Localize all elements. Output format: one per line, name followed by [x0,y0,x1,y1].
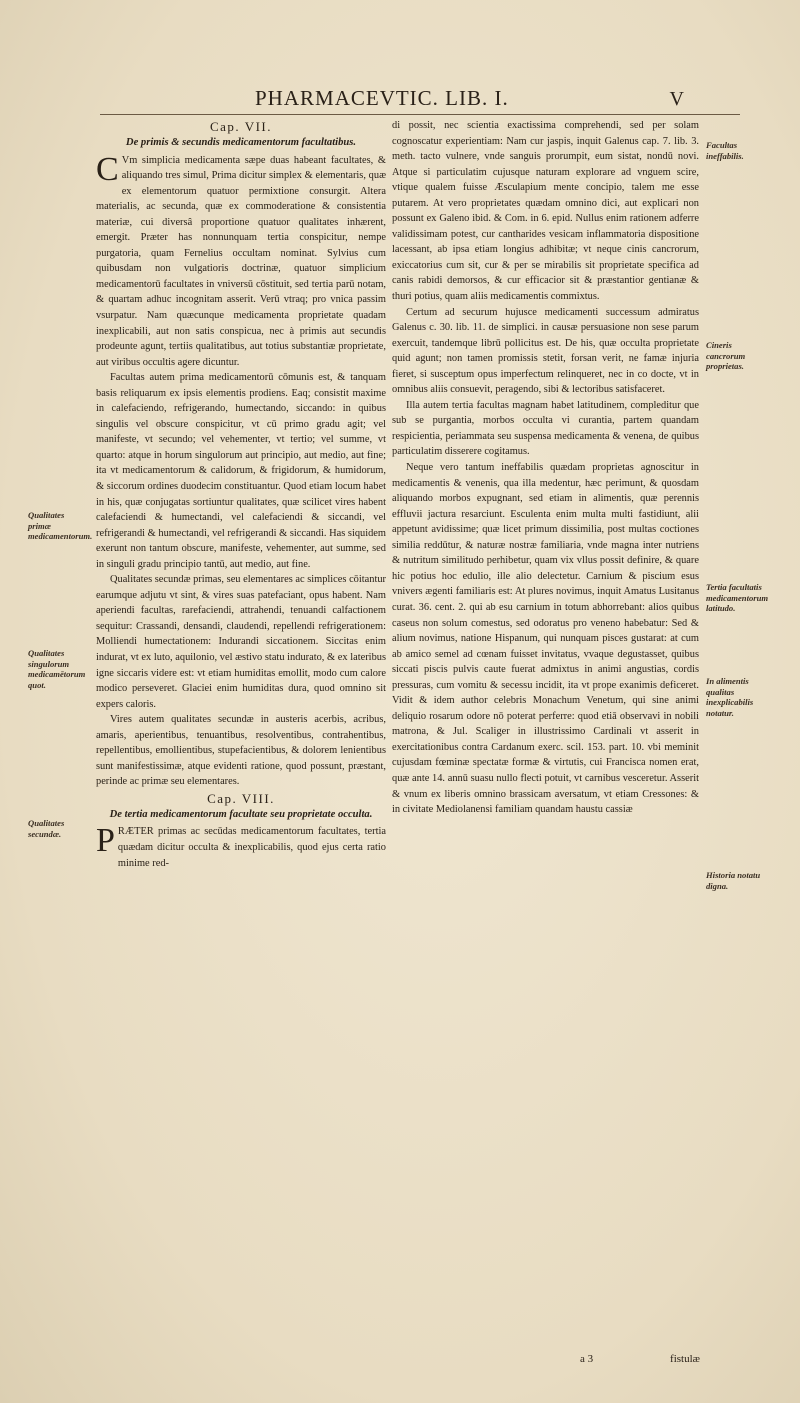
chapter-8-paragraph-1 [96,824,386,871]
header-rule [100,114,740,115]
chapter-8-title: De tertia medicamentorum facultate seu proprietate occulta. [109,808,373,820]
margin-note-left-1: Qualitates primæ medicamentorum. [28,510,93,541]
drop-cap-p: P [96,822,115,860]
margin-note-right-3: Tertia facultatis medicamentorum latitudo. [706,582,769,613]
chapter-7-paragraph-1-text: Vm simplicia medicamenta sæpe duas habeant facultates, & aliquando tres simul, Prima dicitur simplex & elementaris, quæ ex elementorum quatuor permixtione consurgit. Altera materialis, ac secunda, quæ ex commoderatione & consistentia materiæ, cui diversâ proportione quatuor qualitates inhærent, emergit. Præter has nonnunquam tertia conspicitur, nempe purgatoria, quam Fernelius occultam nominat. Sylvius cum quibusdam non vulgatioris doctrinæ, quatuor simplicium medicamentorū facultates in vniversū cōstituit, sed tertia parū notam, & quartam adhuc incognitam asserit. Verū vtraq; pro vnica passim vsurpatur. Nam quæcunque medicamenta proprietate quadam inexplicabili, aut non satis conspicua, nec à primis aut secundis prodeunte agunt, tertiis qualitatibus, aut totius substantiæ proprietate, aut viribus occultis agere dicuntur. [96,154,386,368]
right-paragraph-4: Neque vero tantum ineffabilis quædam proprietas agnoscitur in medicamentis & venenis, qua illa medentur, hæc perimunt, & quosdam aliquando morbos expugnant, sed etiam in alimentis, quæ perennis effluvii jactura resarciunt. Esculenta enim multa multi fastidiunt, alii appetunt avidissime; quæ licet primum dissimilia, post multas coctiones similia reddūtur, & naturæ nostræ familiaria, vnde magna inter nutriens & nutritum similitudo perhibetur, quam vix vllus possit definire, & quare hic potius hoc edulio, ille alio delectetur. Carnium & piscium esus vnivers ægenti familiaris est: At plures novimus, inquit Amatus Lusitanus curat. 36. cent. 2. qui ab esu carnium in totum abhorrebant: alios quibus caseus non solum comestus, sed odoratus pro veneno habebatur: Sed & alium novimus, natione Hispanum, qui nunquam pisces gustarat: at cum ab amico semel ad cœnam fuisset invitatus, vvaque degustasset, quibus siccati piscis pulvis caute fuerat admixtus in animi angustias, cordis pressuras, cum vomitu & secessu incidit, ita vt prope exanimis deficeret. Vidit & idem author celebris Monachum Venetum, qui sine animi deliquio rosarum odore nō poterat perferre: quod etiā observavi in nobili matrona, & Jul. Scaliger in illustrissimo Cardinali vt asserit in exercitationibus contra Cardanum exerc. scil. 153. part. 10. vbi meminit cujusdam fœminæ spectatæ formæ & virtutis, cui Francisca nomen erat, quæ ante 14. annū suasu nullo flecti potuit, vt carnibus vesceretur. Asserit & vnum ex liberis omnino brassicam aversatum, vt etiam Cressones: & in civitate Mediolanensi familiam quandam haustu cassiæ [392,462,699,816]
running-title: PHARMACEVTIC. LIB. I. [255,86,509,110]
chapter-7-title: De primis & secundis medicamentorum facultatibus. [125,137,357,148]
margin-note-left-2: Qualitates singulorum medicamētorum quot. [28,648,86,690]
chapter-7-heading: Cap. VII. [209,119,272,134]
margin-note-right-4: In alimentis qualitas inexplicabilis notatur. [706,676,754,718]
chapter-8-heading: Cap. VIII. [207,790,275,806]
drop-cap-c: C [96,150,119,188]
chapter-7-paragraph-4: Vires autem qualitates secundæ in austeris acerbis, acribus, amaris, aperientibus, tenuantibus, resolventibus, contrahentibus, repellentibus, emollientibus, stupefacientibus, & dolorem lenientibus sunt manifestissimæ, atque evidenti ratione, quod possunt, præstant, perinde ac primæ seu elementares. [96,714,386,788]
folio-number: V [669,88,685,110]
catchword: fistulæ [670,1353,700,1365]
margin-note-right-2: Cineris cancrorum proprietas. [706,340,746,371]
signature-mark: a 3 [580,1353,594,1365]
page-footer [580,1353,700,1365]
right-paragraph-1: di possit, nec scientia exactissima comprehendi, sed per solam cognoscatur experientiam: Nam cur jaspis, inquit Galenus cap. 7. lib. 3. meth. tacto vulnere, vnde sanguis prorumpit, eum sistat, nondū novi. Atque si particulatim cujusque naturam explorare ad vnguem scire, vtique qualem fuisse Æsculapium mente concipio, talem me esse putarem. At vero proprietates quædam omnino dici, aut explicari non possunt ex Galeno ibid. & Com. in 6. epid. Nullus enim rationem adferre validissimam potest, cur cantharides vesicam inflammatoria dispositione lacessant, ab ipsa etiam longius adhibitæ; vt neque cinis cancrorum, exiccatorius cum sit, cur & per se mirabilis sit proprietate specifica ad canis rabidi demorsos, & cur efficacior sit & præstantior gentianæ & thuri potius, quam aliis medicamentis commixtus. [392,120,699,303]
chapter-7-paragraph-2: Facultas autem prima medicamentorū cōmunis est, & tanquam basis reliquarum ex ipsis elementis prodiens. Eaq; consistit maxime in calefaciendo, refrigerando, humectando, siccando: in quibus singulis vel obscure conspicitur, vt cū primo gradu agit; vel manifeste, vt secundo; vel vehementer, vt tertio; vel summe, vt quarto: atque in horum singulorum aut principio, aut medio, aut fine; ita vt medicamentorum & calidorum, & frigidorum, & humidorum, & siccorum ordines duodecim constituantur. Quod etiam locum habet in his, quæ conjugatas sortiuntur qualitates, quæ scilicet vires habent calefaciendi & humectandi, vel calefaciendi & siccandi, vel refrigerandi & humectandi, vel refrigerandi & siccandi. Has siquidem exerunt non tantum obscure, manifeste, vehementer, aut summe, sed in singuli gradu principio tantū, aut medio, aut fine. [96,372,386,570]
right-column [392,118,699,818]
margin-note-right-1: Facultas ineffabilis. [706,140,744,161]
right-paragraph-2: Certum ad securum hujusce medicamenti successum admiratus Galenus c. 30. lib. 11. de simplici. in causæ persuasione non sese parum exercuit, tandemque librū pollicitus est. De his, quæ occulta proprietate quid agunt; non tamen promissis stetit, forsan verit, ne famæ injuria fieret, si susceptum opus imperfectum relinqueret, nec in co docte, vt in omnibus aliis consuevit, peragendo, sibi & lectoribus satisfaceret. [392,306,699,396]
chapter-7-paragraph-3: Qualitates secundæ primas, seu elementares ac simplices cōitantur earumque adjutu vt sint, & vires suas patefaciant, opus habent. Nam aperiendi facultas, rarefaciendi, attrahendi, tenuandi calfactionem sequitur: Crassandi, densandi, claudendi, repellendi refrigerationem: Molliendi humectationem: Indurandi siccationem. Siccitas enim indurat, vt ex luto, aquilonio, vel æstivo statu indurato, & ex lateribus igne siccaris videre est: vt etiam humiditas emollit, modo cum calore modico perseveret. Glaciei enim humiditas dura, quod omnino sit expers caloris. [96,574,386,710]
chapter-8-paragraph-1-text: RÆTER primas ac secūdas medicamentorum facultates, tertia quædam dicitur occulta & inexplicabilis, quod ejus certa ratio minime red- [117,826,386,869]
margin-note-right-5: Historia notatu digna. [706,870,761,891]
margin-note-left-3: Qualitates secundæ. [28,818,65,839]
right-paragraph-3: Illa autem tertia facultas magnam habet latitudinem, compleditur que sub se purgantia, morbos occulta vi curantia, partem quandam respicientia, periammata seu suspensa medicamenta & venena, de quibus particulatim disserere cogitamus. [392,399,699,458]
running-header [255,86,685,112]
chapter-7-paragraph-1 [96,150,386,371]
left-column [96,118,386,871]
